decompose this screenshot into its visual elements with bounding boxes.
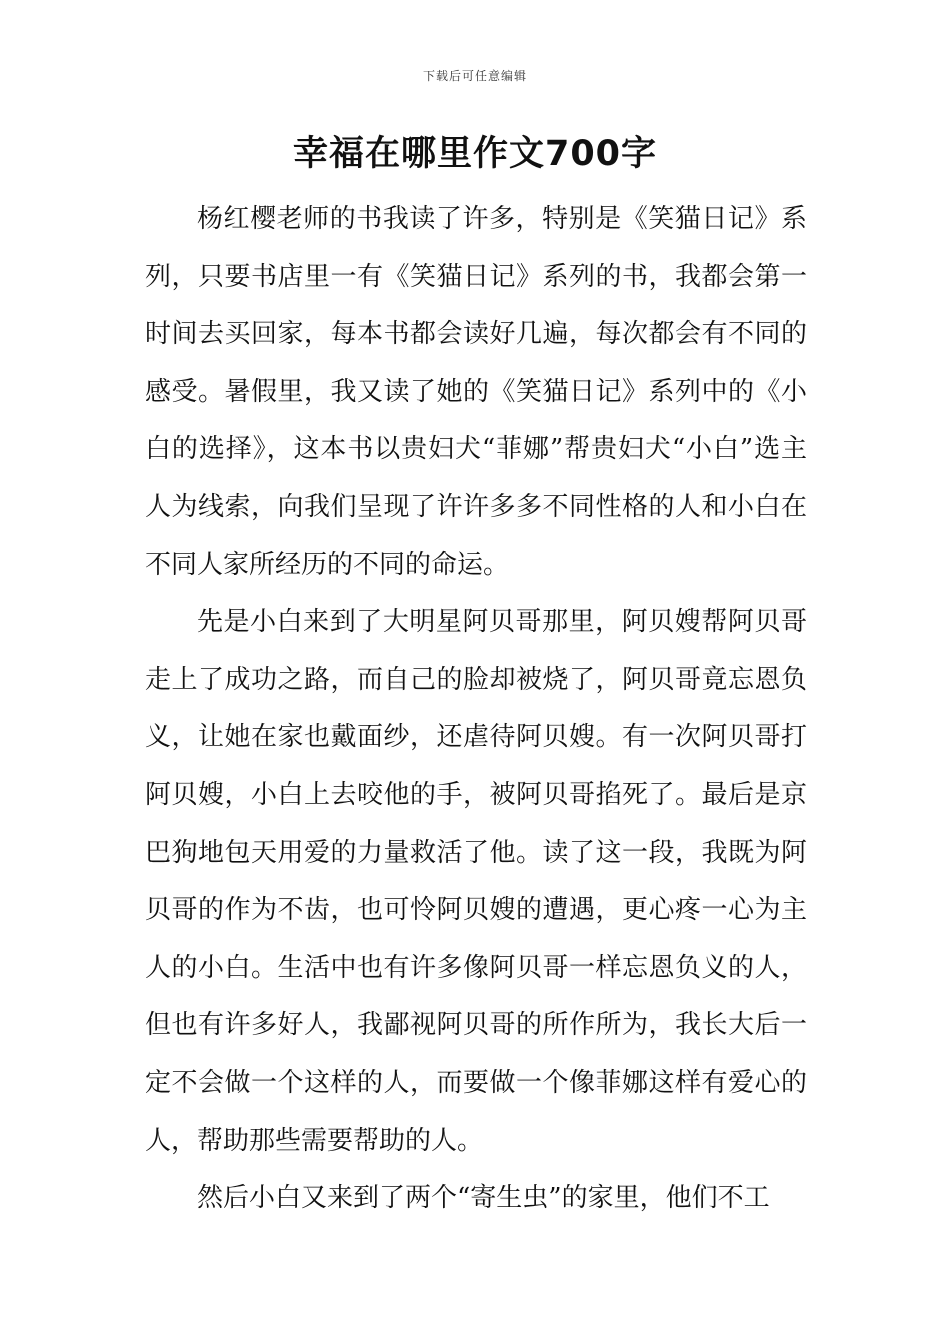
paragraph-2: 先是小白来到了大明星阿贝哥那里，阿贝嫂帮阿贝哥走上了成功之路，而自己的脸却被烧了，阿贝哥竟忘恩负义，让她在家也戴面纱，还虐待阿贝嫂。有一次阿贝哥打阿贝嫂，小白上去咬他的手，被阿贝哥掐死了。最后是京巴狗地包天用爱的力量救活了他。读了这一段，我既为阿贝哥的作为不齿，也可怜阿贝嫂的遭遇，更心疼一心为主人的小白。生活中也有许多像阿贝哥一样忘恩负义的人，但也有许多好人，我鄙视阿贝哥的所作所为，我长大后一定不会做一个这样的人，而要做一个像菲娜这样有爱心的人，帮助那些需要帮助的人。 <box>145 607 807 1156</box>
document-title: 幸福在哪里作文700字 <box>292 134 658 174</box>
paragraph-3: 然后小白又来到了两个“寄生虫”的家里，他们不工 <box>197 1183 770 1214</box>
document-body <box>145 191 807 1228</box>
header-note: 下载后可任意编辑 <box>422 69 527 83</box>
paragraph-1: 杨红樱老师的书我读了许多，特别是《笑猫日记》系列，只要书店里一有《笑猫日记》系列的书，我都会第一时间去买回家，每本书都会读好几遍，每次都会有不同的感受。暑假里，我又读了她的《笑猫日记》系列中的《小白的选择》，这本书以贵妇犬“菲娜”帮贵妇犬“小白”选主人为线索，向我们呈现了许许多多不同性格的人和小白在不同人家所经历的不同的命运。 <box>145 204 807 580</box>
